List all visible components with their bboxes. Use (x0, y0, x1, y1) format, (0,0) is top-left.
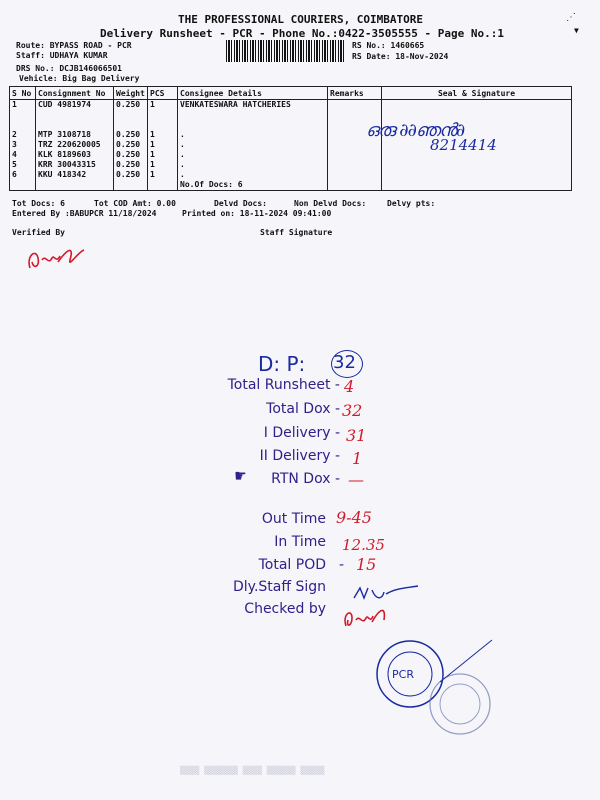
stamp-rtn-dox: RTN Dox - (271, 471, 340, 487)
table-row (10, 170, 572, 180)
ii-delivery-value: 1 (352, 449, 363, 468)
route-label: Route: BYPASS ROAD - PCR (16, 41, 132, 50)
table-cell-sno (10, 110, 36, 120)
verified-signature (22, 240, 92, 280)
corner-arrow-icon: ▼ (574, 26, 579, 35)
table-cell-sno: 1 (10, 100, 36, 111)
table-cell-pcs: 1 (148, 150, 178, 160)
table-cell-details: . (178, 160, 328, 170)
table-row (10, 180, 572, 191)
verified-by: Verified By (12, 228, 65, 237)
table-row (10, 100, 572, 111)
staff-label: Staff: UDHAYA KUMAR (16, 51, 108, 60)
table-cell-weight: 0.250 (114, 170, 148, 180)
dox-value: 32 (342, 401, 363, 420)
table-cell-remarks (328, 110, 382, 120)
tot-cod: Tot COD Amt: 0.00 (94, 199, 176, 208)
table-cell-remarks (328, 140, 382, 150)
corner-mark: ⋰ (566, 12, 576, 23)
stamp-out-time: Out Time (261, 511, 326, 527)
table-cell-seal (382, 160, 572, 170)
table-cell-seal (382, 180, 572, 191)
table-cell-sno: 3 (10, 140, 36, 150)
col-weight: Weight (114, 87, 148, 100)
table-cell-pcs: 1 (148, 140, 178, 150)
table-cell-sno: 6 (10, 170, 36, 180)
table-cell-pcs (148, 180, 178, 191)
entered-by: Entered By :BABUPCR 11/18/2024 (12, 209, 157, 218)
staff-signature: Staff Signature (260, 228, 333, 237)
table-cell-weight (114, 180, 148, 191)
table-cell-details: . (178, 130, 328, 140)
table-cell-pcs (148, 110, 178, 120)
table-cell-cons (36, 180, 114, 191)
table-cell-details: VENKATESWARA HATCHERIES (178, 100, 328, 111)
staff-sign-scribble (352, 584, 422, 604)
table-cell-sno (10, 180, 36, 191)
in-time-value: 12.35 (342, 536, 385, 554)
non-delvd-docs: Non Delvd Docs: (294, 199, 367, 208)
col-seal: Seal & Signature (382, 87, 572, 100)
stamp-total-runsheet: Total Runsheet - (227, 377, 340, 393)
table-cell-cons: MTP 3108718 (36, 130, 114, 140)
drs-number: DRS No.: DCJB146066501 (16, 64, 122, 73)
table-cell-pcs (148, 120, 178, 130)
table-cell-seal (382, 110, 572, 120)
signature-number: 8214414 (430, 136, 497, 154)
table-cell-pcs: 1 (148, 160, 178, 170)
table-cell-cons: TRZ 220620005 (36, 140, 114, 150)
stamp-hand-icon: ☛ (235, 466, 246, 487)
table-cell-weight: 0.250 (114, 130, 148, 140)
table-cell-pcs: 1 (148, 130, 178, 140)
out-time-value: 9-45 (336, 508, 372, 527)
table-cell-remarks (328, 160, 382, 170)
col-sno: S No (10, 87, 36, 100)
col-consignee: Consignee Details (178, 87, 328, 100)
table-cell-weight: 0.250 (114, 150, 148, 160)
table-cell-weight (114, 120, 148, 130)
table-cell-sno: 2 (10, 130, 36, 140)
stamp-i-delivery: I Delivery - (263, 425, 340, 441)
stamp-total-dox: Total Dox - (266, 401, 340, 417)
runsheet-title: Delivery Runsheet - PCR - Phone No.:0422-3505555 - Page No.:1 (100, 27, 504, 40)
delvd-docs: Delvd Docs: (214, 199, 267, 208)
table-cell-sno (10, 120, 36, 130)
tot-docs: Tot Docs: 6 (12, 199, 65, 208)
round-stamp (370, 632, 500, 742)
table-cell-cons: KRR 30043315 (36, 160, 114, 170)
table-cell-sno: 4 (10, 150, 36, 160)
stamp-total-pod: Total POD (258, 557, 326, 573)
table-cell-remarks (328, 150, 382, 160)
table-cell-remarks (328, 100, 382, 111)
col-remarks: Remarks (328, 87, 382, 100)
table-header-row (10, 87, 572, 100)
rs-number: RS No.: 1460665 (352, 41, 425, 50)
bleed-through-text: ▒▒▒▒ ▒▒▒▒▒▒▒ ▒▒▒▒ ▒▒▒▒▒▒ ▒▒▒▒▒ (180, 766, 325, 775)
table-cell-seal (382, 170, 572, 180)
table-cell-cons (36, 110, 114, 120)
stamp-in-time: In Time (274, 534, 326, 550)
table-cell-seal (382, 100, 572, 111)
table-cell-details: . (178, 150, 328, 160)
table-cell-pcs: 1 (148, 100, 178, 111)
table-cell-remarks (328, 180, 382, 191)
table-cell-weight (114, 110, 148, 120)
table-cell-sno: 5 (10, 160, 36, 170)
table-cell-details: . (178, 170, 328, 180)
dp-label: D: P: (258, 352, 306, 376)
table-cell-cons: CUD 4981974 (36, 100, 114, 111)
rs-date: RS Date: 18-Nov-2024 (352, 52, 449, 61)
table-cell-details: No.Of Docs: 6 (178, 180, 328, 191)
stamp-staff-sign: Dly.Staff Sign (233, 579, 326, 595)
table-row (10, 120, 572, 130)
table-cell-cons (36, 120, 114, 130)
stamp-ii-delivery: II Delivery - (259, 448, 340, 464)
table-cell-details (178, 110, 328, 120)
i-delivery-value: 31 (346, 426, 367, 445)
company-title: THE PROFESSIONAL COURIERS, COIMBATORE (178, 13, 424, 26)
pod-value: 15 (356, 555, 377, 574)
table-cell-details: . (178, 140, 328, 150)
dp-value: 32 (333, 352, 356, 373)
runsheet-value: 4 (344, 377, 355, 396)
rtn-value: — (348, 470, 364, 489)
table-cell-weight: 0.250 (114, 140, 148, 150)
seal-signature: ഒരു ∂∂ഞൻ∂ (366, 120, 465, 141)
stamp-checked-by: Checked by (244, 601, 326, 617)
table-cell-remarks (328, 170, 382, 180)
table-cell-weight: 0.250 (114, 160, 148, 170)
vehicle-label: Vehicle: Big Bag Delivery (19, 74, 140, 83)
table-row (10, 160, 572, 170)
svg-text:PCR: PCR (392, 668, 414, 681)
col-consignment: Consignment No (36, 87, 114, 100)
table-cell-weight: 0.250 (114, 100, 148, 111)
table-cell-cons: KKU 418342 (36, 170, 114, 180)
col-pcs: PCS (148, 87, 178, 100)
barcode (226, 40, 344, 62)
table-cell-details (178, 120, 328, 130)
table-row (10, 110, 572, 120)
table-cell-cons: KLK 8189603 (36, 150, 114, 160)
delvy-pts: Delvy pts: (387, 199, 436, 208)
table-cell-pcs: 1 (148, 170, 178, 180)
printed-on: Printed on: 18-11-2024 09:41:00 (182, 209, 332, 218)
